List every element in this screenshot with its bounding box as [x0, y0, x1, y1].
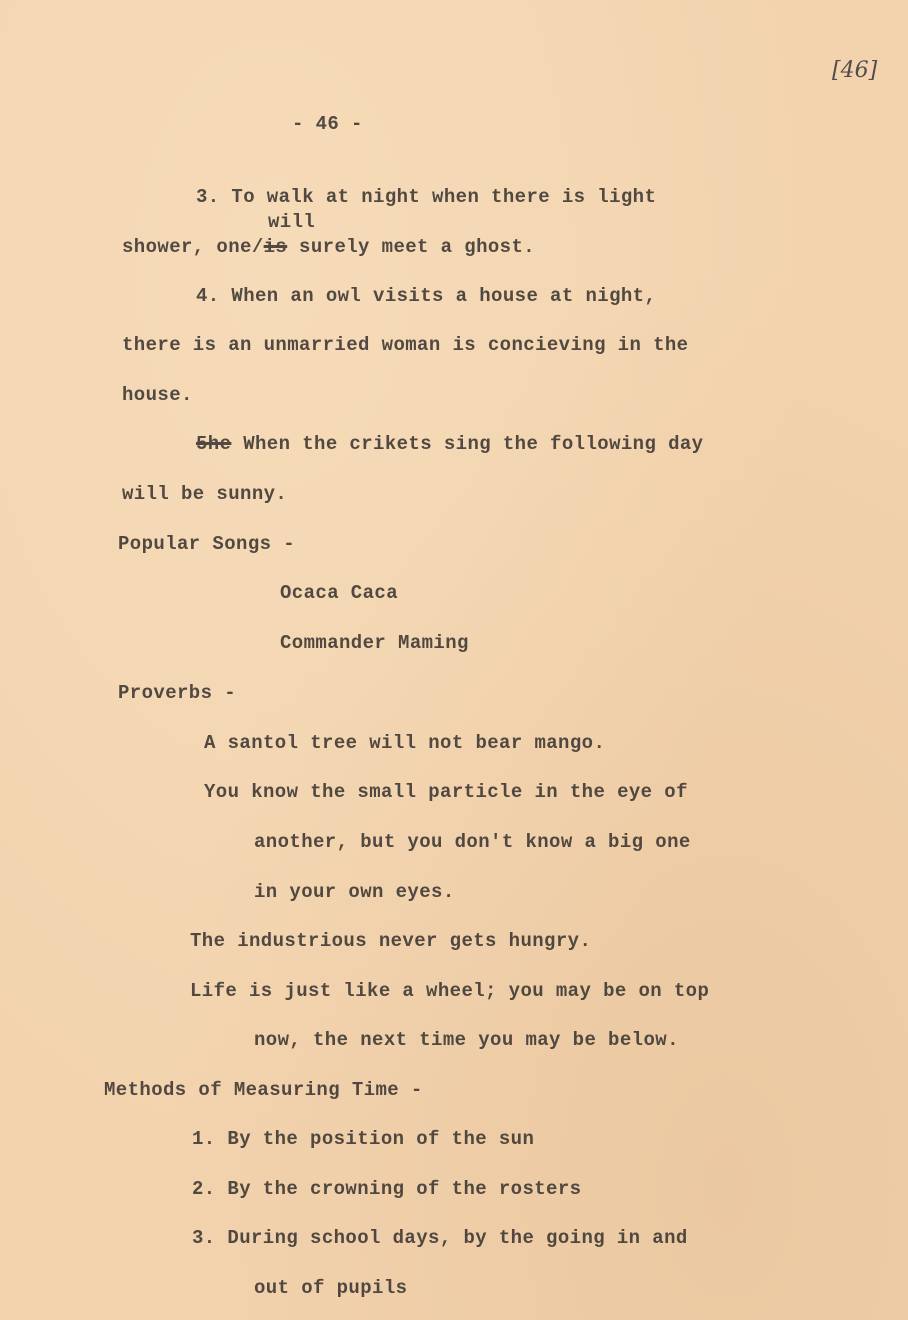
measuring-time-line: 1. By the position of the sun: [192, 1128, 535, 1150]
measuring-time-line: 3. During school days, by the going in and: [192, 1227, 688, 1249]
superstition-3-text-before: shower, one/: [122, 236, 264, 258]
superstition-4-line-3: house.: [122, 384, 193, 406]
superstition-5-text: When the crikets sing the following day: [231, 433, 704, 455]
struck-number: 5he: [196, 433, 232, 455]
proverb-line: The industrious never gets hungry.: [190, 930, 592, 952]
proverb-line: You know the small particle in the eye of: [204, 781, 688, 803]
proverb-line: now, the next time you may be below.: [254, 1029, 679, 1051]
proverb-line: Life is just like a wheel; you may be on top: [190, 980, 710, 1002]
superstition-3-insertion: will: [268, 211, 316, 233]
struck-word: is: [263, 236, 288, 258]
popular-songs-heading: Popular Songs -: [118, 533, 296, 555]
measuring-time-line: 2. By the crowning of the rosters: [192, 1178, 582, 1200]
song-item: Ocaca Caca: [280, 582, 399, 604]
superstition-4-line-2: there is an unmarried woman is concieving in the: [122, 334, 689, 356]
handwritten-page-number: [46]: [832, 58, 878, 83]
superstition-5-line-1: [196, 433, 703, 455]
page-number: - 46 -: [292, 113, 363, 135]
proverbs-heading: Proverbs -: [118, 682, 237, 704]
measuring-time-line: out of pupils: [254, 1277, 408, 1299]
superstition-4-line-1: 4. When an owl visits a house at night,: [196, 285, 657, 307]
proverb-line: another, but you don't know a big one: [254, 831, 691, 853]
song-item: Commander Maming: [280, 632, 469, 654]
proverb-line: A santol tree will not bear mango.: [204, 732, 606, 754]
measuring-time-heading: Methods of Measuring Time -: [104, 1079, 423, 1101]
superstition-3-line-2: [122, 236, 535, 258]
superstition-5-line-2: will be sunny.: [122, 483, 288, 505]
proverb-line: in your own eyes.: [254, 881, 455, 903]
superstition-3-text-after: surely meet a ghost.: [287, 236, 536, 258]
superstition-3-line-1: 3. To walk at night when there is light: [196, 186, 657, 208]
